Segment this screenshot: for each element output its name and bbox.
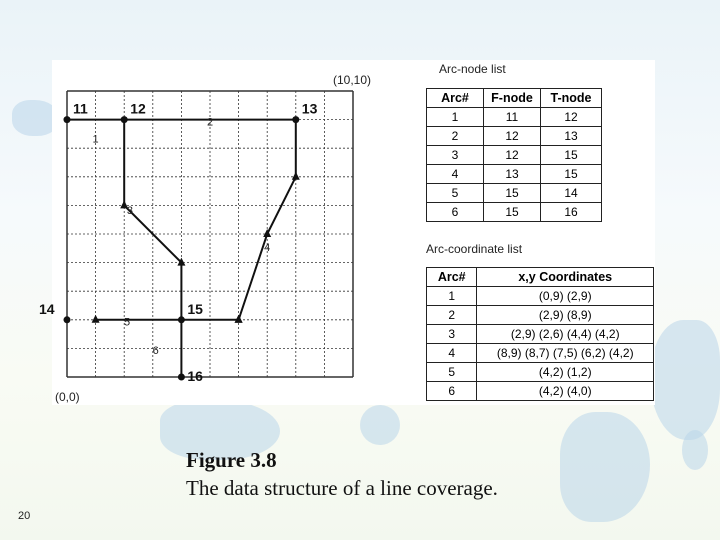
arc-node-cell: 15: [541, 146, 602, 165]
arc-coordinate-cell: (8,9) (8,7) (7,5) (6,2) (4,2): [477, 344, 654, 363]
arc-node-cell: 13: [484, 165, 541, 184]
arc-coordinate-header-cell: x,y Coordinates: [477, 268, 654, 287]
arc-coordinate-cell: 4: [427, 344, 477, 363]
arc-label: 3: [126, 204, 133, 217]
arc-coordinate-header-cell: Arc#: [427, 268, 477, 287]
arc-coordinate-row: [427, 306, 654, 325]
node-label: 13: [301, 100, 318, 117]
arc-node-cell: 2: [427, 127, 484, 146]
arc-node-row: [427, 203, 602, 222]
arc-node-cell: 13: [541, 127, 602, 146]
nodes: [39, 101, 318, 384]
node-label: 14: [39, 300, 55, 317]
arc-node-header-cell: T-node: [541, 89, 602, 108]
node-15: [178, 316, 185, 323]
arc-coordinate-cell: (0,9) (2,9): [477, 287, 654, 306]
arc-coordinate-cell: (4,2) (4,0): [477, 382, 654, 401]
arc-label: 1: [92, 133, 99, 146]
arc-node-cell: 15: [484, 184, 541, 203]
arc-node-cell: 5: [427, 184, 484, 203]
node-16: [178, 374, 185, 381]
arc-coordinate-header-row: [427, 268, 654, 287]
arc-label: 6: [152, 345, 159, 358]
arc-node-table: [426, 88, 602, 222]
arc-node-cell: 16: [541, 203, 602, 222]
slide-number: 20: [18, 510, 31, 522]
arc-label: 2: [206, 116, 214, 129]
corner-label-bottom-left: (0,0): [55, 390, 80, 404]
arc-coordinate-row: [427, 382, 654, 401]
arc-coordinate-row: [427, 325, 654, 344]
node-11: [64, 116, 71, 123]
arc-coordinate-row: [427, 363, 654, 382]
node-label: 15: [187, 300, 203, 317]
arc-node-cell: 11: [484, 108, 541, 127]
arc-node-cell: 6: [427, 203, 484, 222]
arc-node-row: [427, 184, 602, 203]
figure-caption: [186, 446, 498, 502]
arc-node-cell: 3: [427, 146, 484, 165]
arc-node-header-cell: Arc#: [427, 89, 484, 108]
arc-node-header-row: [427, 89, 602, 108]
node-13: [292, 116, 299, 123]
grid-lines: [67, 91, 353, 377]
node-14: [64, 316, 71, 323]
arc-node-cell: 15: [541, 165, 602, 184]
arc-node-cell: 12: [484, 146, 541, 165]
arc-node-cell: 12: [484, 127, 541, 146]
arc-coordinate-table: [426, 267, 654, 401]
arcs: [67, 116, 300, 377]
arc-node-cell: 1: [427, 108, 484, 127]
arc-node-list-title: Arc-node list: [439, 62, 506, 76]
arc-coordinate-cell: 2: [427, 306, 477, 325]
arc-label: 5: [123, 316, 131, 329]
caption-text: The data structure of a line coverage.: [186, 476, 498, 500]
arc-coordinate-list-title: Arc-coordinate list: [426, 242, 523, 256]
arc-node-row: [427, 165, 602, 184]
arc-node-cell: 12: [541, 108, 602, 127]
arc-coordinate-row: [427, 287, 654, 306]
arc-coordinate-cell: (2,9) (2,6) (4,4) (4,2): [477, 325, 654, 344]
arc-coordinate-cell: 6: [427, 382, 477, 401]
arc-node-row: [427, 146, 602, 165]
arc-coordinate-cell: (2,9) (8,9): [477, 306, 654, 325]
arc-node-header-cell: F-node: [484, 89, 541, 108]
node-12: [121, 116, 128, 123]
corner-label-top-right: (10,10): [333, 73, 372, 87]
figure-number: Figure 3.8: [186, 448, 277, 472]
arc-coordinate-cell: (4,2) (1,2): [477, 363, 654, 382]
arc-coordinate-cell: 1: [427, 287, 477, 306]
arc-label: 4: [264, 242, 271, 255]
figure-panel: [39, 60, 655, 405]
arc-coordinate-row: [427, 344, 654, 363]
arc-node-cell: 15: [484, 203, 541, 222]
arc-coordinate-cell: 5: [427, 363, 477, 382]
node-label: 12: [130, 100, 146, 117]
node-label: 16: [187, 368, 203, 384]
arc-node-row: [427, 127, 602, 146]
arc-node-cell: 14: [541, 184, 602, 203]
node-label: 11: [73, 100, 88, 117]
arc-coordinate-cell: 3: [427, 325, 477, 344]
vertex-marker: [292, 172, 300, 180]
arc-node-row: [427, 108, 602, 127]
arc-node-cell: 4: [427, 165, 484, 184]
